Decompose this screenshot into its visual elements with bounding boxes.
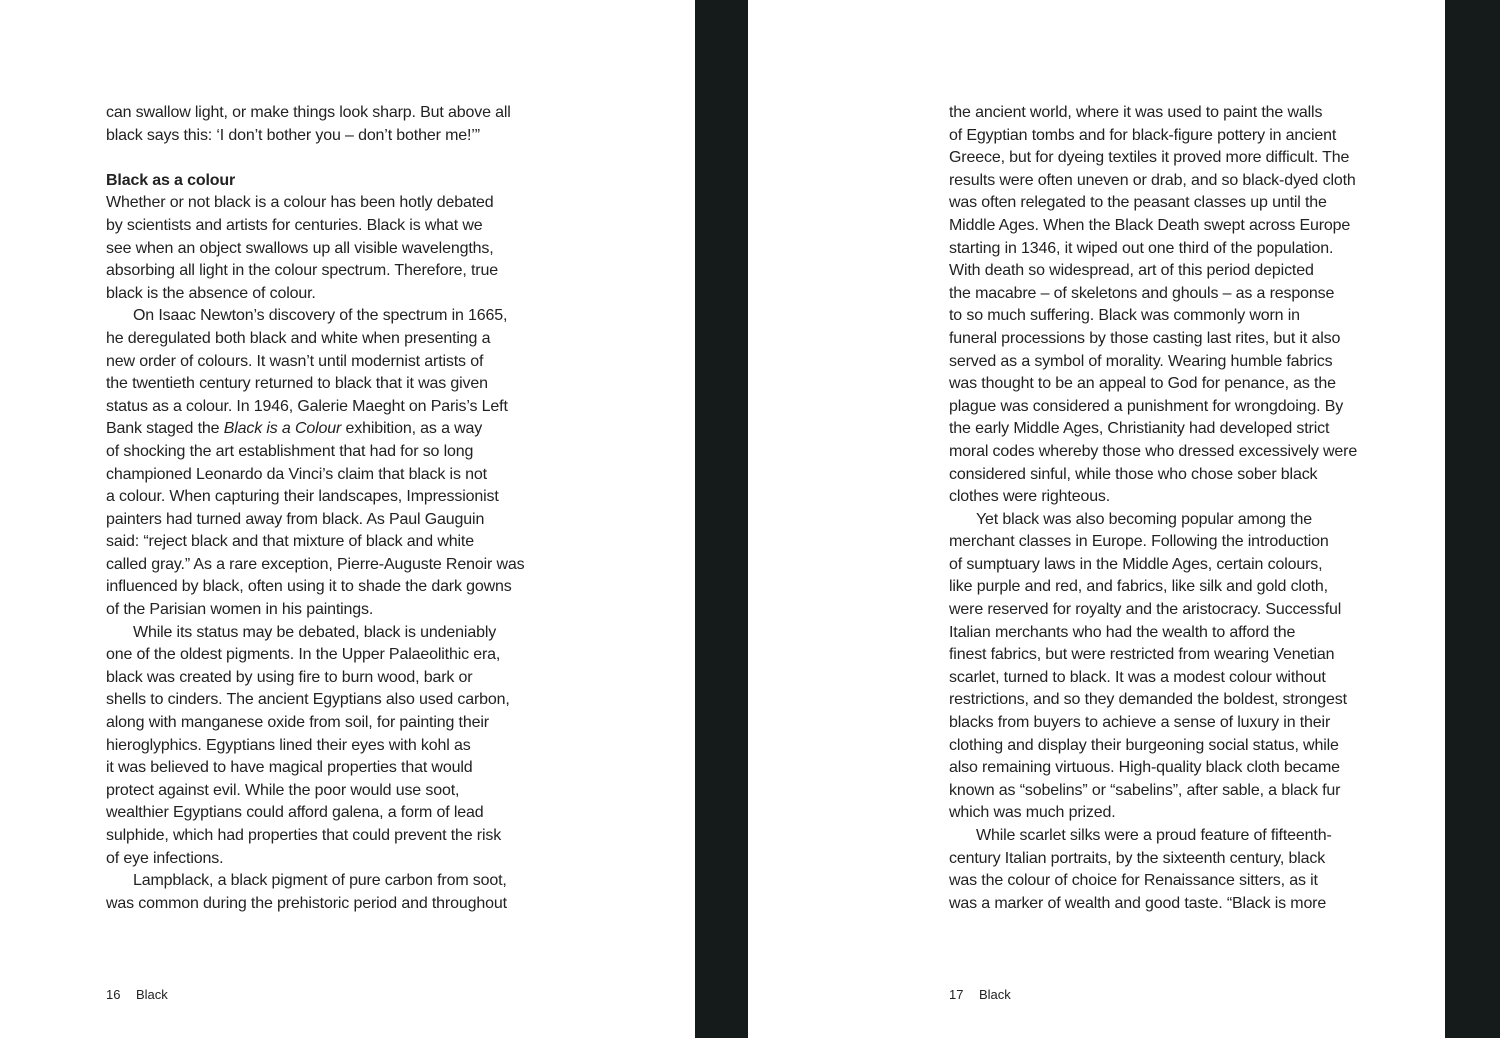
intro-paragraph: [106, 102, 556, 147]
text-line: to so much suffering. Black was commonly worn in: [949, 307, 1300, 325]
text-line: was common during the prehistoric period and throughout: [106, 894, 507, 912]
text-line: Lampblack, a black pigment of pure carbon from soot,: [133, 872, 507, 890]
text-line: of sumptuary laws in the Middle Ages, certain colours,: [949, 555, 1323, 573]
text-line: the twentieth century returned to black that it was given: [106, 375, 488, 393]
page-footer: [949, 986, 1011, 1004]
text-line: absorbing all light in the colour spectrum. Therefore, true: [106, 262, 498, 280]
text-line: [106, 418, 556, 441]
text-line: considered sinful, while those who chose sober black: [949, 465, 1318, 483]
text-line: of Egyptian tombs and for black-figure pottery in ancient: [949, 126, 1337, 144]
running-title: Black: [136, 987, 168, 1002]
right-page-text: [949, 102, 1399, 915]
paragraph: [106, 870, 556, 915]
text-line: one of the oldest pigments. In the Upper Palaeolithic era,: [106, 646, 501, 664]
text-line: influenced by black, often using it to shade the dark gowns: [106, 578, 512, 596]
text-line: While scarlet silks were a proud feature of fifteenth-: [976, 827, 1332, 844]
left-page-text: [106, 102, 556, 915]
text-line: results were often uneven or drab, and so black-dyed cloth: [949, 171, 1356, 189]
text-line: On Isaac Newton’s discovery of the spectrum in 1665,: [133, 307, 508, 325]
paragraph: [106, 192, 556, 305]
text-line: black is the absence of colour.: [106, 284, 316, 302]
text-line: scarlet, turned to black. It was a modest colour without: [949, 668, 1326, 686]
paragraph: [949, 825, 1399, 915]
text-line: painters had turned away from black. As Paul Gauguin: [106, 510, 485, 528]
section-heading: Black as a colour: [106, 171, 236, 189]
center-gutter: [695, 0, 748, 1038]
text-line: Greece, but for dyeing textiles it proved more difficult. The: [949, 149, 1350, 167]
text-line: Middle Ages. When the Black Death swept across Europe: [949, 216, 1351, 234]
text-line: can swallow light, or make things look sharp. But above all: [106, 104, 511, 121]
text-line: clothing and display their burgeoning social status, while: [949, 736, 1339, 754]
text-line: status as a colour. In 1946, Galerie Maeght on Paris’s Left: [106, 397, 508, 415]
text-line: wealthier Egyptians could afford galena, a form of lead: [106, 804, 484, 822]
page-number: 16: [106, 987, 121, 1002]
text-line: of eye infections.: [106, 849, 224, 867]
text-line: sulphide, which had properties that could prevent the risk: [106, 827, 502, 844]
text-line: finest fabrics, but were restricted from wearing Venetian: [949, 646, 1335, 664]
text-line: the ancient world, where it was used to paint the walls: [949, 104, 1323, 121]
text-line: like purple and red, and fabrics, like silk and gold cloth,: [949, 578, 1328, 596]
text-line: called gray.” As a rare exception, Pierre-Auguste Renoir was: [106, 555, 525, 573]
text-line: starting in 1346, it wiped out one third of the population.: [949, 239, 1334, 257]
text-line: championed Leonardo da Vinci’s claim that black is not: [106, 465, 487, 483]
text-line: While its status may be debated, black is undeniably: [133, 623, 497, 641]
text-line: hieroglyphics. Egyptians lined their eyes with kohl as: [106, 736, 471, 754]
text-line: of the Parisian women in his paintings.: [106, 601, 374, 619]
text-line: was thought to be an appeal to God for penance, as the: [949, 375, 1336, 393]
text-line: blacks from buyers to achieve a sense of luxury in their: [949, 714, 1331, 732]
text-line: plague was considered a punishment for wrongdoing. By: [949, 397, 1344, 415]
text-fragment: Bank staged the: [106, 420, 224, 438]
paragraph: [949, 509, 1399, 825]
text-line: along with manganese oxide from soil, for painting their: [106, 714, 489, 732]
text-line: said: “reject black and that mixture of black and white: [106, 533, 474, 551]
paragraph-gap: [106, 147, 556, 170]
text-line: Italian merchants who had the wealth to afford the: [949, 623, 1296, 641]
text-line: a colour. When capturing their landscapes, Impressionist: [106, 488, 499, 506]
text-line: was the colour of choice for Renaissance sitters, as it: [949, 872, 1318, 890]
text-line: century Italian portraits, by the sixteenth century, black: [949, 849, 1326, 867]
paragraph: [106, 622, 556, 871]
text-line: moral codes whereby those who dressed excessively were: [949, 442, 1358, 460]
left-page: [0, 0, 695, 1038]
text-line: restrictions, and so they demanded the boldest, strongest: [949, 691, 1347, 709]
exhibition-title: Black is a Colour: [223, 420, 342, 438]
text-line: Yet black was also becoming popular among the: [976, 510, 1312, 528]
running-title: Black: [979, 987, 1011, 1002]
text-line: merchant classes in Europe. Following the introduction: [949, 533, 1329, 551]
right-edge-bar: [1445, 0, 1500, 1038]
text-line: also remaining virtuous. High-quality black cloth became: [949, 759, 1340, 777]
text-line: With death so widespread, art of this period depicted: [949, 262, 1314, 280]
text-line: new order of colours. It wasn’t until modernist artists of: [106, 352, 484, 370]
text-line: protect against evil. While the poor would use soot,: [106, 781, 460, 799]
text-line: of shocking the art establishment that had for so long: [106, 442, 474, 460]
text-line: the macabre – of skeletons and ghouls – as a response: [949, 284, 1335, 302]
paragraph: [949, 102, 1399, 509]
paragraph: [106, 305, 556, 328]
text-line: was often relegated to the peasant classes up until the: [949, 194, 1327, 212]
text-line: Whether or not black is a colour has been hotly debated: [106, 194, 494, 212]
text-line: which was much prized.: [949, 804, 1116, 822]
page-footer: [106, 986, 168, 1004]
right-page: [748, 0, 1445, 1038]
text-line: was a marker of wealth and good taste. “Black is more: [949, 894, 1327, 912]
text-line: funeral processions by those casting last rites, but it also: [949, 329, 1341, 347]
page-number: 17: [949, 987, 964, 1002]
text-line: he deregulated both black and white when presenting a: [106, 329, 491, 347]
paragraph-continued: [106, 328, 556, 622]
text-line: the early Middle Ages, Christianity had developed strict: [949, 420, 1330, 438]
text-line: black says this: ‘I don’t bother you – don’t bother me!’”: [106, 126, 480, 144]
text-line: known as “sobelins” or “sabelins”, after sable, a black fur: [949, 781, 1341, 799]
text-line: it was believed to have magical properties that would: [106, 759, 473, 777]
text-fragment: exhibition, as a way: [341, 420, 483, 438]
text-line: clothes were righteous.: [949, 488, 1111, 506]
text-line: shells to cinders. The ancient Egyptians also used carbon,: [106, 691, 510, 709]
text-line: were reserved for royalty and the aristocracy. Successful: [949, 601, 1342, 619]
text-line: by scientists and artists for centuries. Black is what we: [106, 216, 483, 234]
text-line: black was created by using fire to burn wood, bark or: [106, 668, 473, 686]
text-line: see when an object swallows up all visible wavelengths,: [106, 239, 494, 257]
text-line: served as a symbol of morality. Wearing humble fabrics: [949, 352, 1333, 370]
